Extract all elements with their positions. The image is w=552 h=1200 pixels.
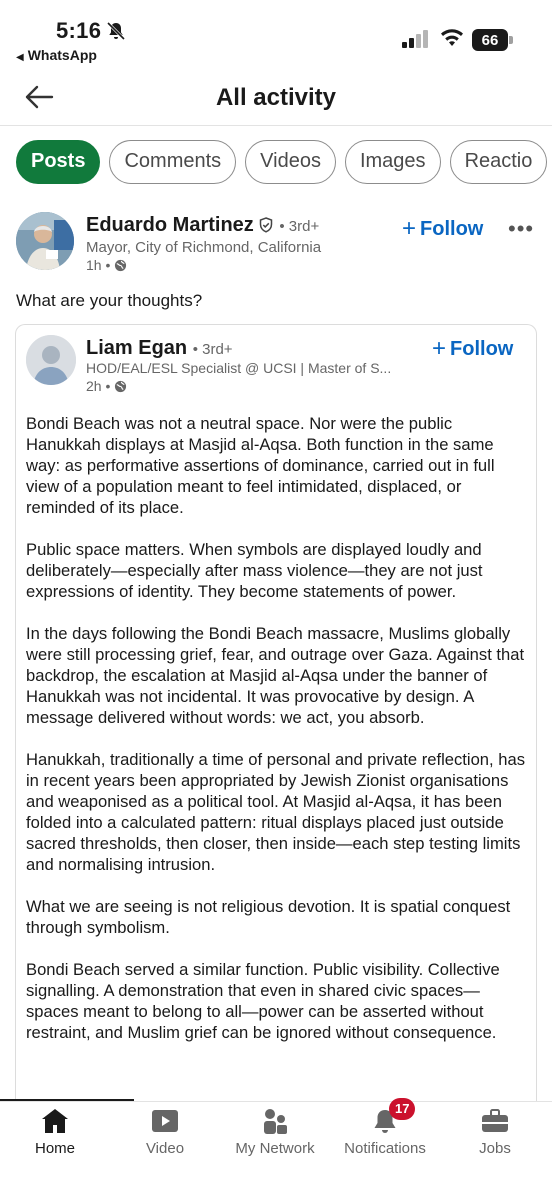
globe-icon bbox=[114, 380, 127, 393]
reshared-post-card[interactable] bbox=[15, 324, 537, 1124]
bottom-navigation bbox=[0, 1101, 552, 1200]
author-headline: Mayor, City of Richmond, California bbox=[86, 239, 322, 256]
nav-my-network[interactable] bbox=[220, 1102, 330, 1172]
post-time: 1h • bbox=[86, 257, 111, 273]
nav-jobs[interactable] bbox=[440, 1102, 550, 1172]
filter-chip-images[interactable]: Images bbox=[345, 140, 441, 184]
post-commentary: What are your thoughts? bbox=[16, 291, 203, 310]
page-title: All activity bbox=[215, 84, 337, 111]
cellular-signal-icon bbox=[402, 30, 430, 48]
body-paragraph: What we are seeing is not religious devotion. It is spatial conquest through symbolism. bbox=[26, 897, 511, 937]
follow-button[interactable]: + Follow bbox=[402, 215, 484, 242]
filter-chip-videos[interactable]: Videos bbox=[245, 140, 336, 184]
nav-label: Video bbox=[145, 1140, 185, 1157]
filter-chip-posts[interactable]: Posts bbox=[16, 140, 100, 184]
status-bar bbox=[0, 0, 552, 70]
filter-chip-reactions[interactable]: Reactio bbox=[450, 140, 548, 184]
shared-author-name[interactable]: Liam Egan bbox=[86, 337, 188, 359]
body-paragraph: Public space matters. When symbols are displayed loudly and deliberately—especially after mass violence—they are not just expressions of identity. They become statements of power. bbox=[26, 540, 483, 601]
shared-author-line bbox=[86, 337, 233, 360]
nav-label: Home bbox=[34, 1140, 75, 1157]
more-options-icon[interactable]: ••• bbox=[508, 216, 535, 241]
video-icon bbox=[151, 1108, 179, 1134]
author-line bbox=[86, 214, 319, 237]
wifi-icon bbox=[440, 28, 464, 48]
follow-label: Follow bbox=[420, 218, 484, 240]
home-icon bbox=[41, 1108, 69, 1134]
body-paragraph: In the days following the Bondi Beach massacre, Muslims globally were still processing grief, fear, and outrage over Gaza. Against that backdrop, the escalation at Masjid al-Aqsa under the banner of Hanukkah was not incidental. It was provocative by design. A message delivered without words: we act, you absorb. bbox=[26, 624, 525, 727]
globe-icon bbox=[114, 259, 127, 272]
shared-follow-button[interactable]: + Follow bbox=[432, 335, 514, 362]
filter-chips bbox=[16, 140, 552, 186]
shared-post-meta bbox=[86, 378, 127, 394]
notifications-badge: 17 bbox=[389, 1098, 415, 1120]
post-meta bbox=[86, 257, 127, 273]
network-icon bbox=[261, 1108, 289, 1134]
shared-follow-label: Follow bbox=[450, 338, 514, 360]
back-app-label: WhatsApp bbox=[27, 47, 97, 63]
shared-post-time: 2h • bbox=[86, 378, 111, 394]
shared-post-body bbox=[26, 413, 531, 1064]
nav-home[interactable] bbox=[0, 1102, 110, 1172]
nav-notifications[interactable] bbox=[330, 1102, 440, 1172]
body-paragraph: Hanukkah, traditionally a time of personal and private reflection, has in recent years been appropriated by Jewish Zionist organisations and weaponised as a political tool. At Masjid al-Aqsa, it has been folded into a calculated pattern: ritual displays placed just outside sacred thresholds, then closer, then inside—each step testing limits and normalising intrusion. bbox=[26, 750, 526, 874]
battery-level: 66 bbox=[472, 29, 508, 51]
body-paragraph: Bondi Beach served a similar function. Public visibility. Collective signalling. A demonstration that even in shared civic spaces—spaces meant to belong to all—power can be asserted without restraint, and Muslim grief can be ignored without consequence. bbox=[26, 960, 500, 1042]
back-to-app[interactable]: ◀ WhatsApp bbox=[16, 47, 97, 63]
briefcase-icon bbox=[481, 1108, 509, 1134]
shared-connection-degree: • 3rd+ bbox=[192, 341, 233, 358]
connection-degree: • 3rd+ bbox=[279, 218, 320, 235]
filter-chip-comments[interactable]: Comments bbox=[109, 140, 236, 184]
status-time: 5:16 bbox=[56, 18, 102, 43]
verified-badge-icon bbox=[258, 217, 274, 233]
bell-slash-icon bbox=[106, 21, 126, 41]
nav-video[interactable] bbox=[110, 1102, 220, 1172]
nav-label: Notifications bbox=[344, 1140, 426, 1157]
shared-author-avatar[interactable] bbox=[26, 335, 76, 385]
page-header bbox=[0, 70, 552, 126]
nav-label: My Network bbox=[235, 1140, 315, 1157]
author-avatar[interactable] bbox=[16, 212, 74, 270]
body-paragraph: Bondi Beach was not a neutral space. Nor were the public Hanukkah displays at Masjid al-Aqsa. Both function in the same way: as performative assertions of dominance, carried out in full view of a population meant to feel intimidated, displaced, or reminded of its place. bbox=[26, 414, 495, 517]
nav-label: Jobs bbox=[479, 1140, 511, 1157]
battery-indicator bbox=[472, 29, 514, 51]
shared-author-headline: HOD/EAL/ESL Specialist @ UCSI | Master of S... bbox=[86, 360, 392, 376]
author-name[interactable]: Eduardo Martinez bbox=[86, 214, 254, 236]
post-header bbox=[0, 212, 552, 276]
